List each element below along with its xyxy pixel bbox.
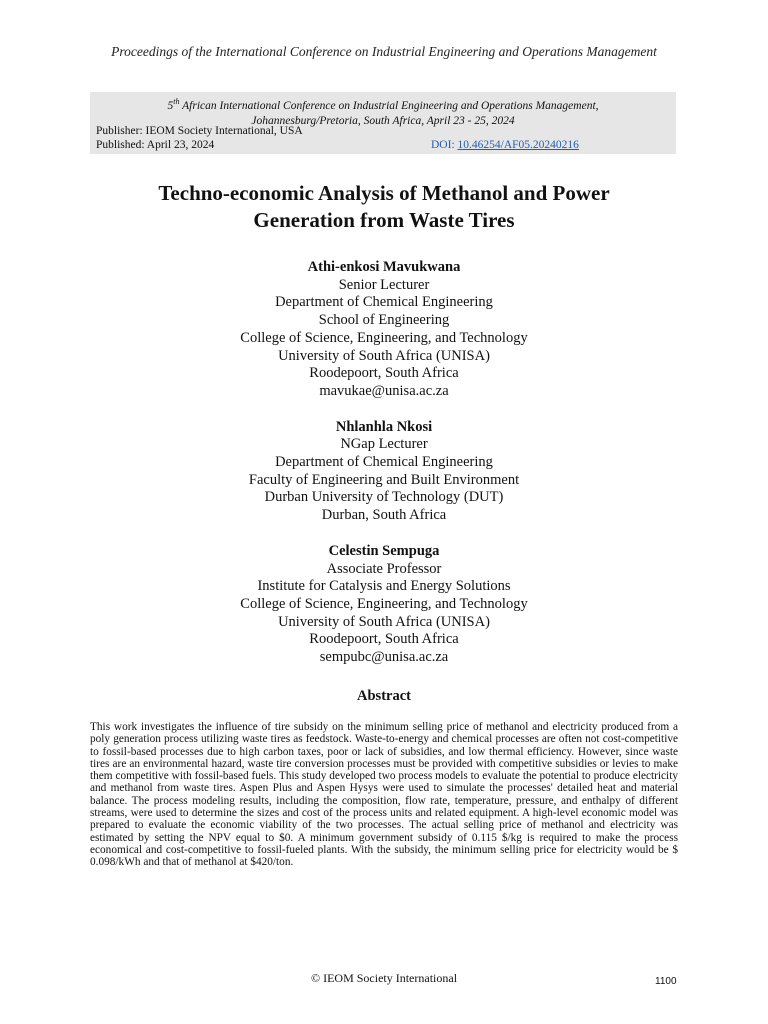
footer-copyright: © IEOM Society International [310, 971, 458, 985]
doi-link[interactable]: 10.46254/AF05.20240216 [457, 139, 579, 151]
author-title: Associate Professor [326, 560, 442, 577]
title-line-1: Techno-economic Analysis of Methanol and Power [158, 181, 610, 205]
author-university: University of South Africa (UNISA) [278, 613, 490, 630]
abstract-heading: Abstract [357, 688, 411, 704]
author-location: Roodepoort, South Africa [309, 631, 459, 648]
author-title: Senior Lecturer [338, 276, 430, 293]
conference-title: African International Conference on Industrial Engineering and Operations Management, [179, 99, 599, 112]
author-block [0, 419, 768, 525]
author-department: Department of Chemical Engineering [275, 294, 493, 311]
author-location: Roodepoort, South Africa [309, 365, 459, 382]
published-date: Published: April 23, 2024 [96, 139, 215, 151]
author-faculty: Faculty of Engineering and Built Environment [248, 471, 520, 488]
abstract-body: This work investigates the influence of tire subsidy on the minimum selling price of methanol and electricity produced from a poly generation process utilizing waste tires as feedstock. Waste-to-energy and chemical processes are often not cost-competitive to fossil-based processes due to high carbon taxes, poor or lack of subsidies, and low thermal efficiency. However, since waste tires are an environmental hazard, waste tire conversion processes must be provided with competitive subsidies or levies to make them competitive with fossil-based fuels. This study developed two process models to evaluate the potential to produce electricity and methanol from waste tires. Aspen Plus and Aspen Hysys were used to simulate the processes' detailed heat and material balance. The process modeling results, including the composition, flow rate, temperature, pressure, and enthalpy of different streams, were used to determine the sizes and cost of the process units and related equipment. A high-level economic model was prepared to evaluate the economic viability of the two processes. The actual selling price of methanol and electricity was estimated by setting the NPV equal to $0. A minimum government subsidy of 0.115 $/kg is required to make the process economical and cost-competitive to fossil-fueled plants. With the subsidy, the minimum selling price for electricity would be $ 0.098/kWh and that of methanol at $420/ton. [90, 721, 678, 869]
author-name: Nhlanhla Nkosi [335, 418, 433, 435]
doi-line [431, 138, 579, 153]
author-title: NGap Lecturer [340, 436, 428, 453]
author-university: University of South Africa (UNISA) [278, 347, 490, 364]
conference-ordinal-suffix: th [173, 97, 180, 106]
author-email[interactable]: mavukae@unisa.ac.za [319, 382, 449, 399]
doi-label: DOI: [431, 139, 458, 151]
author-name: Athi-enkosi Mavukwana [307, 259, 461, 275]
author-location: Durban, South Africa [321, 507, 447, 524]
author-institute: Institute for Catalysis and Energy Solutions [257, 578, 511, 595]
title-line-2: Generation from Waste Tires [253, 208, 515, 232]
author-block [0, 259, 768, 401]
running-header: Proceedings of the International Conference on Industrial Engineering and Operations Management [111, 44, 657, 59]
author-college: College of Science, Engineering, and Technology [240, 595, 528, 612]
conference-ordinal: 5 [167, 99, 174, 112]
author-university: Durban University of Technology (DUT) [264, 489, 504, 506]
conference-info-box [90, 92, 676, 154]
authors-section [0, 259, 768, 685]
author-name: Celestin Sempuga [328, 542, 440, 559]
author-school: School of Engineering [318, 312, 450, 329]
author-email[interactable]: sempubc@unisa.ac.za [319, 649, 449, 666]
author-block [0, 543, 768, 667]
publisher-line: Publisher: IEOM Society International, USA [96, 125, 303, 137]
paper-title [0, 180, 768, 234]
author-college: College of Science, Engineering, and Technology [240, 329, 528, 346]
conference-location: Johannesburg/Pretoria, South Africa, April 23 - 25, 2024 [251, 114, 515, 127]
page-number: 1100 [655, 976, 677, 987]
author-department: Department of Chemical Engineering [275, 454, 493, 471]
